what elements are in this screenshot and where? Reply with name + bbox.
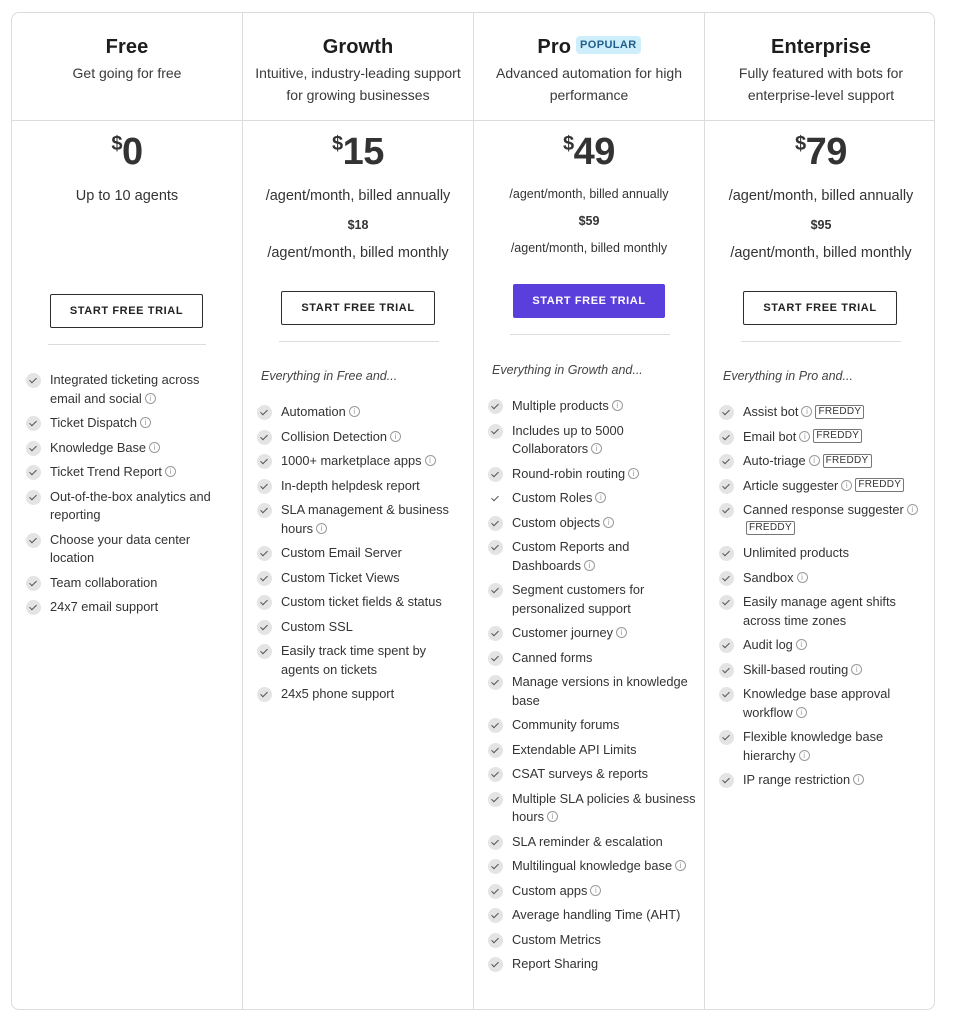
- billing-annual-text: /agent/month, billed annually: [509, 187, 669, 201]
- feature-item: [719, 501, 924, 538]
- info-icon[interactable]: i: [628, 468, 639, 479]
- start-free-trial-button[interactable]: START FREE TRIAL: [50, 294, 203, 328]
- check-icon: [488, 399, 503, 414]
- divider: [510, 334, 670, 335]
- feature-item: [488, 931, 698, 950]
- feature-label: Multiple SLA policies & business hours: [512, 790, 696, 824]
- feature-text-wrap: [512, 882, 698, 901]
- freddy-tag: FREDDY: [855, 478, 904, 492]
- info-icon[interactable]: i: [851, 664, 862, 675]
- info-icon[interactable]: i: [603, 517, 614, 528]
- info-icon[interactable]: i: [675, 860, 686, 871]
- check-icon: [488, 743, 503, 758]
- check-icon: [488, 651, 503, 666]
- feature-label: Average handling Time (AHT): [512, 907, 681, 922]
- info-icon[interactable]: i: [390, 431, 401, 442]
- feature-item: [719, 636, 924, 655]
- feature-label: Custom apps: [512, 882, 588, 898]
- check-icon: [488, 491, 503, 506]
- feature-item: [719, 477, 924, 496]
- feature-item: [257, 501, 462, 538]
- check-icon: [257, 620, 272, 635]
- check-icon: [257, 546, 272, 561]
- popular-badge: POPULAR: [576, 36, 641, 54]
- feature-label: Collision Detection: [281, 428, 387, 444]
- check-icon: [257, 454, 272, 469]
- feature-label: Custom Roles: [512, 490, 593, 505]
- feature-label: Flexible knowledge base hierarchy: [743, 729, 884, 763]
- feature-text-wrap: [50, 598, 226, 617]
- info-icon[interactable]: i: [841, 480, 852, 491]
- plan-description: Intuitive, industry-leading support for growing businesses: [255, 65, 461, 103]
- feature-item: [719, 428, 924, 447]
- info-icon[interactable]: i: [612, 400, 623, 411]
- plan-description: Get going for free: [72, 65, 182, 81]
- billing-annual-text: /agent/month, billed annually: [265, 188, 451, 204]
- feature-text-wrap: [743, 452, 924, 471]
- pricing-table: [11, 12, 935, 1010]
- check-icon: [26, 416, 41, 431]
- feature-item: [26, 463, 226, 482]
- feature-label: Unlimited products: [743, 545, 849, 560]
- info-icon[interactable]: i: [547, 811, 558, 822]
- check-icon: [26, 600, 41, 615]
- feature-item: [488, 833, 698, 852]
- billing-monthly-text: /agent/month, billed monthly: [267, 245, 449, 261]
- feature-item: [488, 955, 698, 974]
- check-icon: [488, 767, 503, 782]
- feature-label: Auto-triage: [743, 453, 806, 468]
- plan-name: Growth: [322, 35, 394, 58]
- feature-list: [719, 403, 924, 796]
- info-icon[interactable]: i: [799, 431, 810, 442]
- feature-item: [488, 716, 698, 735]
- feature-label: Ticket Dispatch: [50, 415, 137, 430]
- info-icon[interactable]: i: [140, 417, 151, 428]
- check-icon: [719, 430, 734, 445]
- check-icon: [719, 730, 734, 745]
- feature-item: [488, 489, 698, 508]
- plan-header: [12, 13, 242, 121]
- feature-text-wrap: [743, 428, 924, 447]
- feature-item: [257, 544, 462, 563]
- feature-label: Audit log: [743, 637, 793, 652]
- feature-item: [257, 642, 462, 679]
- price-amount: 0: [121, 131, 143, 173]
- feature-item: [488, 397, 698, 416]
- feature-label: Round-robin routing: [512, 465, 626, 481]
- feature-label: 24x7 email support: [50, 599, 159, 614]
- feature-item: [488, 514, 698, 533]
- info-icon[interactable]: i: [591, 443, 602, 454]
- check-icon: [257, 571, 272, 586]
- check-icon: [257, 405, 272, 420]
- feature-text-wrap: [50, 371, 226, 408]
- freddy-tag: FREDDY: [815, 405, 864, 419]
- feature-item: [488, 624, 698, 643]
- feature-text-wrap: [281, 403, 462, 422]
- feature-label: SLA management & business hours: [281, 502, 449, 536]
- feature-text-wrap: [281, 593, 462, 612]
- feature-text-wrap: [512, 857, 698, 876]
- feature-text-wrap: [512, 790, 698, 827]
- check-icon: [488, 626, 503, 641]
- feature-text-wrap: [512, 741, 698, 760]
- plan-price: [474, 131, 704, 174]
- info-icon[interactable]: i: [799, 750, 810, 761]
- plan-column-growth: [243, 13, 474, 1009]
- feature-text-wrap: [743, 501, 924, 538]
- feature-text-wrap: [512, 765, 698, 784]
- feature-text-wrap: [281, 452, 462, 471]
- plan-intro: Everything in Free and...: [261, 369, 398, 383]
- feature-text-wrap: [512, 833, 698, 852]
- check-icon: [719, 479, 734, 494]
- feature-text-wrap: [512, 624, 698, 643]
- feature-text-wrap: [512, 649, 698, 668]
- info-icon[interactable]: i: [584, 560, 595, 571]
- check-icon: [257, 503, 272, 518]
- feature-label: Assist bot: [743, 404, 799, 419]
- feature-item: [257, 477, 462, 496]
- check-icon: [26, 373, 41, 388]
- feature-label: Choose your data center location: [50, 531, 191, 565]
- feature-label: Manage versions in knowledge base: [512, 674, 688, 708]
- feature-label: Includes up to 5000 Collaborators: [512, 422, 624, 456]
- billing-monthly-text: /agent/month, billed monthly: [510, 241, 668, 255]
- check-icon: [719, 687, 734, 702]
- info-icon[interactable]: i: [165, 466, 176, 477]
- check-icon: [26, 490, 41, 505]
- feature-item: [257, 428, 462, 447]
- plan-name: Pro: [537, 35, 572, 58]
- feature-list: [257, 403, 462, 710]
- info-icon[interactable]: i: [801, 406, 812, 417]
- feature-label: Ticket Trend Report: [50, 464, 162, 479]
- plan-price: [705, 131, 935, 174]
- feature-label: Customer journey: [512, 625, 613, 640]
- check-icon: [719, 546, 734, 561]
- info-icon[interactable]: i: [796, 639, 807, 650]
- feature-label: Automation: [281, 404, 346, 419]
- feature-text-wrap: [281, 618, 462, 637]
- check-icon: [488, 884, 503, 899]
- feature-text-wrap: [512, 906, 698, 925]
- freddy-tag: FREDDY: [746, 521, 795, 535]
- check-icon: [488, 540, 503, 555]
- feature-label: Sandbox: [743, 569, 794, 585]
- feature-text-wrap: [281, 642, 462, 679]
- check-icon: [488, 859, 503, 874]
- feature-text-wrap: [50, 463, 226, 482]
- feature-text-wrap: [512, 422, 698, 459]
- feature-text-wrap: [743, 661, 924, 680]
- freddy-tag: FREDDY: [813, 429, 862, 443]
- feature-item: [488, 673, 698, 710]
- info-icon[interactable]: i: [853, 774, 864, 785]
- feature-list: [26, 371, 226, 623]
- check-icon: [26, 576, 41, 591]
- info-icon[interactable]: i: [616, 627, 627, 638]
- feature-text-wrap: [743, 593, 924, 630]
- feature-text-wrap: [50, 488, 226, 525]
- check-icon: [719, 405, 734, 420]
- feature-item: [26, 598, 226, 617]
- feature-item: [488, 906, 698, 925]
- freddy-tag: FREDDY: [823, 454, 872, 468]
- feature-item: [26, 531, 226, 568]
- check-icon: [488, 467, 503, 482]
- feature-item: [257, 593, 462, 612]
- feature-item: [719, 544, 924, 563]
- feature-label: Community forums: [512, 717, 620, 732]
- divider: [48, 344, 206, 345]
- check-icon: [257, 644, 272, 659]
- check-icon: [719, 595, 734, 610]
- currency-symbol: $: [332, 133, 343, 155]
- feature-text-wrap: [743, 685, 924, 722]
- info-icon[interactable]: i: [595, 492, 606, 503]
- monthly-price: $59: [578, 214, 600, 228]
- feature-item: [488, 857, 698, 876]
- feature-text-wrap: [281, 477, 462, 496]
- feature-label: Easily manage agent shifts across time zones: [743, 594, 896, 628]
- feature-label: Email bot: [743, 428, 797, 444]
- check-icon: [257, 687, 272, 702]
- check-icon: [488, 583, 503, 598]
- feature-item: [488, 741, 698, 760]
- info-icon[interactable]: i: [907, 504, 918, 515]
- check-icon: [719, 663, 734, 678]
- info-icon[interactable]: i: [797, 572, 808, 583]
- feature-text-wrap: [281, 428, 462, 447]
- feature-label: Easily track time spent by agents on tickets: [281, 643, 427, 677]
- feature-label: Multiple products: [512, 398, 609, 413]
- monthly-price: $95: [810, 218, 832, 232]
- plan-description: Fully featured with bots for enterprise-level support: [738, 65, 904, 103]
- feature-item: [257, 569, 462, 588]
- feature-label: CSAT surveys & reports: [512, 766, 649, 781]
- feature-label: Custom Reports and Dashboards: [512, 539, 630, 573]
- feature-text-wrap: [50, 574, 226, 593]
- feature-text-wrap: [743, 403, 924, 422]
- feature-label: Canned forms: [512, 649, 593, 665]
- check-icon: [719, 503, 734, 518]
- plan-intro: Everything in Growth and...: [492, 363, 643, 377]
- feature-text-wrap: [512, 581, 698, 618]
- feature-text-wrap: [743, 771, 924, 790]
- price-amount: 79: [805, 131, 847, 173]
- feature-text-wrap: [512, 489, 698, 508]
- check-icon: [488, 675, 503, 690]
- feature-text-wrap: [50, 439, 226, 458]
- plan-header: [243, 13, 473, 121]
- check-icon: [719, 773, 734, 788]
- plan-column-enterprise: [705, 13, 935, 1009]
- check-icon: [719, 454, 734, 469]
- feature-item: [488, 765, 698, 784]
- feature-text-wrap: [743, 569, 924, 588]
- feature-item: [26, 439, 226, 458]
- feature-label: 1000+ marketplace apps: [281, 453, 422, 468]
- billing-monthly-text: /agent/month, billed monthly: [730, 245, 912, 261]
- feature-label: Report Sharing: [512, 956, 599, 971]
- feature-text-wrap: [512, 397, 698, 416]
- feature-item: [488, 581, 698, 618]
- plan-column-free: [12, 13, 243, 1009]
- feature-item: [719, 661, 924, 680]
- feature-label: Custom ticket fields & status: [281, 594, 442, 609]
- feature-item: [719, 685, 924, 722]
- feature-item: [719, 593, 924, 630]
- feature-item: [488, 422, 698, 459]
- feature-label: Integrated ticketing across email and social: [50, 372, 200, 406]
- feature-label: Custom Ticket Views: [281, 569, 400, 585]
- feature-label: Segment customers for personalized support: [512, 582, 645, 616]
- feature-text-wrap: [512, 465, 698, 484]
- feature-list: [488, 397, 698, 980]
- check-icon: [719, 571, 734, 586]
- feature-label: Custom objects: [512, 514, 601, 530]
- check-icon: [26, 533, 41, 548]
- feature-label: Knowledge base approval workflow: [743, 686, 891, 720]
- info-icon[interactable]: i: [425, 455, 436, 466]
- info-icon[interactable]: i: [349, 406, 360, 417]
- check-icon: [26, 465, 41, 480]
- billing-annual-text: /agent/month, billed annually: [728, 188, 914, 204]
- monthly-price: $18: [347, 218, 369, 232]
- feature-label: IP range restriction: [743, 772, 851, 787]
- billing-text: Up to 10 agents: [75, 188, 179, 204]
- plan-header: [474, 13, 704, 121]
- price-amount: 15: [342, 131, 384, 173]
- divider: [741, 341, 901, 342]
- start-free-trial-button[interactable]: START FREE TRIAL: [281, 291, 435, 325]
- check-icon: [488, 908, 503, 923]
- feature-item: [26, 414, 226, 433]
- feature-item: [488, 538, 698, 575]
- feature-item: [719, 452, 924, 471]
- feature-text-wrap: [50, 531, 226, 568]
- feature-text-wrap: [281, 501, 462, 538]
- feature-label: Knowledge Base: [50, 439, 147, 455]
- feature-label: Multilingual knowledge base: [512, 858, 673, 873]
- plan-name: Enterprise: [771, 35, 871, 58]
- feature-label: Custom SSL: [281, 618, 353, 634]
- feature-item: [719, 403, 924, 422]
- feature-item: [26, 488, 226, 525]
- feature-item: [488, 790, 698, 827]
- check-icon: [488, 957, 503, 972]
- info-icon[interactable]: i: [316, 523, 327, 534]
- check-icon: [257, 479, 272, 494]
- feature-text-wrap: [281, 544, 462, 563]
- feature-text-wrap: [281, 685, 462, 704]
- feature-label: Custom Email Server: [281, 545, 402, 560]
- currency-symbol: $: [795, 133, 806, 155]
- feature-item: [488, 649, 698, 668]
- feature-text-wrap: [281, 569, 462, 588]
- start-free-trial-button-primary[interactable]: START FREE TRIAL: [513, 284, 665, 318]
- feature-label: Out-of-the-box analytics and reporting: [50, 488, 211, 522]
- feature-text-wrap: [512, 931, 698, 950]
- check-icon: [488, 424, 503, 439]
- feature-label: SLA reminder & escalation: [512, 833, 663, 849]
- feature-item: [257, 685, 462, 704]
- feature-item: [257, 403, 462, 422]
- info-icon[interactable]: i: [590, 885, 601, 896]
- feature-item: [257, 452, 462, 471]
- feature-text-wrap: [50, 414, 226, 433]
- feature-label: Skill-based routing: [743, 661, 849, 677]
- feature-item: [488, 465, 698, 484]
- info-icon[interactable]: i: [145, 393, 156, 404]
- feature-text-wrap: [512, 716, 698, 735]
- price-amount: 49: [573, 131, 615, 173]
- check-icon: [488, 718, 503, 733]
- feature-item: [26, 371, 226, 408]
- check-icon: [488, 792, 503, 807]
- info-icon[interactable]: i: [809, 455, 820, 466]
- plan-name: Free: [105, 35, 149, 58]
- feature-item: [719, 569, 924, 588]
- plan-intro: Everything in Pro and...: [723, 369, 853, 383]
- check-icon: [257, 595, 272, 610]
- feature-item: [257, 618, 462, 637]
- start-free-trial-button[interactable]: START FREE TRIAL: [743, 291, 897, 325]
- check-icon: [488, 933, 503, 948]
- feature-item: [719, 771, 924, 790]
- feature-label: Extendable API Limits: [512, 741, 637, 757]
- feature-label: Canned response suggester: [743, 502, 904, 517]
- divider: [279, 341, 439, 342]
- check-icon: [719, 638, 734, 653]
- feature-label: Custom Metrics: [512, 931, 601, 947]
- feature-item: [26, 574, 226, 593]
- check-icon: [257, 430, 272, 445]
- info-icon[interactable]: i: [796, 707, 807, 718]
- feature-text-wrap: [743, 477, 924, 496]
- plan-column-pro: [474, 13, 705, 1009]
- plan-price: [243, 131, 473, 174]
- plan-header: [705, 13, 935, 121]
- check-icon: [488, 835, 503, 850]
- feature-text-wrap: [743, 544, 924, 563]
- feature-text-wrap: [512, 673, 698, 710]
- currency-symbol: $: [563, 133, 574, 155]
- feature-label: Article suggester: [743, 477, 839, 493]
- feature-label: 24x5 phone support: [281, 686, 395, 701]
- feature-text-wrap: [743, 636, 924, 655]
- check-icon: [488, 516, 503, 531]
- feature-item: [488, 882, 698, 901]
- info-icon[interactable]: i: [149, 442, 160, 453]
- feature-label: In-depth helpdesk report: [281, 477, 420, 493]
- plan-description: Advanced automation for high performance: [495, 65, 682, 103]
- plan-price: [12, 131, 242, 174]
- feature-text-wrap: [512, 538, 698, 575]
- feature-text-wrap: [512, 514, 698, 533]
- feature-text-wrap: [743, 728, 924, 765]
- currency-symbol: $: [111, 133, 122, 155]
- feature-item: [719, 728, 924, 765]
- check-icon: [26, 441, 41, 456]
- feature-text-wrap: [512, 955, 698, 974]
- feature-label: Team collaboration: [50, 574, 158, 590]
